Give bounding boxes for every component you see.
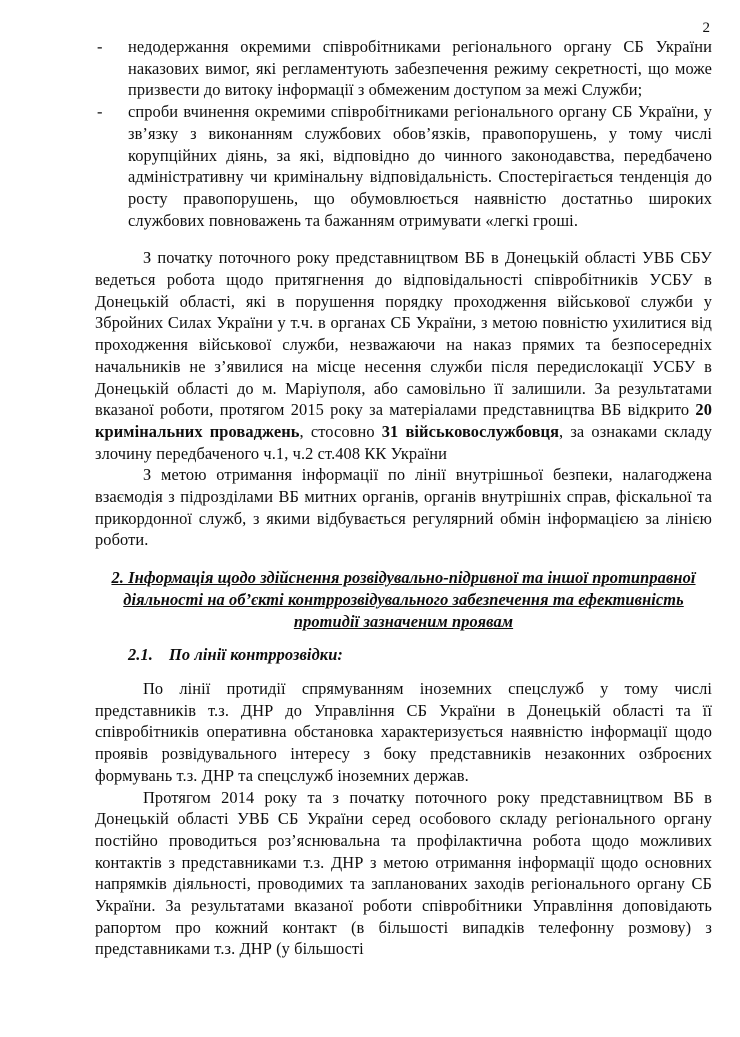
bullet-text: спроби вчинення окремими співробітниками регіонального органу СБ України, у зв’язку з виконанням службових обов’язків, правопорушень, у тому числі корупційних діянь, за які, відповідно до чинного законодавства, передбачено адміністративну чи кримінальну відповідальність. Спостерігається тенденція до росту правопорушень, що обумовлюється наявністю достатньо широких службових повноважень та бажанням отримувати «легкі гроші. (128, 102, 712, 230)
paragraph-spacer (95, 231, 712, 247)
bullet-marker: - (97, 102, 103, 122)
bold-text-criminal-proceedings: 20 кримінальних проваджень (95, 400, 712, 441)
subsection-number: 2.1. (128, 645, 153, 665)
bullet-item (95, 101, 712, 231)
paragraph-text: , за ознаками складу злочину передбаченого ч.1, ч.2 ст.408 КК України (95, 421, 713, 463)
bullet-marker: - (97, 37, 103, 56)
paragraph-text: З початку поточного року представництвом ВБ в Донецькій області УВБ СБУ ведеться робота щодо притягнення до відповідальності співробітників УСБУ в Донецькій області, які в порушення порядку проходження військової служби у Збройних Силах України у т.ч. в органах СБ України, з метою повністю ухилитися від проходження військової служби, незважаючи на наказ прямих та безпосередніх начальників не з’явилися на місце несення служби після передислокації УСБУ в Донецькій області до м. Маріуполя, або самовільно її залишили. За результатами вказаної роботи, протягом 2015 року за матеріалами представництва ВБ відкрито (95, 248, 712, 420)
page-number: 2 (702, 20, 710, 36)
bold-text-servicemen-count: 31 військовослужбовця (381, 421, 560, 441)
paragraph (95, 247, 712, 464)
bullet-text: недодержання окремими співробітниками регіонального органу СБ України наказових вимог, які регламентують забезпечення режиму секретності, що може призвести до витоку інформації з обмеженим доступом за межі Служби; (128, 37, 712, 100)
subsection-heading (95, 644, 712, 666)
subsection-title: По лінії контррозвідки: (169, 645, 343, 665)
document-content (95, 36, 712, 960)
section-heading: 2. Інформація щодо здійснення розвідувально-підривної та іншої протиправної діяльності на об’єкті контррозвідувального забезпечення та ефективність протидії зазначеним проявам (111, 568, 696, 631)
paragraph: З метою отримання інформації по лінії внутрішньої безпеки, налагоджена взаємодія з підрозділами ВБ митних органів, органів внутрішніх справ, фіскальної та прикордонної служб, з якими відбувається регулярний обмін інформацією за лінією роботи. (95, 465, 712, 550)
bullet-item (95, 36, 712, 101)
paragraph-text: , стосовно (299, 421, 382, 441)
paragraph: Протягом 2014 року та з початку поточного року представництвом ВБ в Донецькій області УВБ СБ України серед особового складу регіонального органу постійно проводиться роз’яснювальна та профілактична робота щодо можливих контактів з представниками т.з. ДНР з метою отримання інформації щодо основних напрямків діяльності, проводимих та запланованих заходів регіонального органу СБ України. За результатами вказаної роботи співробітники Управління доповідають рапортом про кожний контакт (в більшості випадків телефонну розмову) з представниками т.з. ДНР (у більшості (95, 787, 712, 959)
paragraph: По лінії протидії спрямуванням іноземних спецслужб у тому числі представників т.з. ДНР до Управління СБ України в Донецькій області та її співробітників оперативна обстановка характеризується наявністю інформації щодо проявів розвідувального інтересу з боку представників незаконних озброєних формувань т.з. ДНР та спецслужб іноземних держав. (95, 678, 712, 785)
